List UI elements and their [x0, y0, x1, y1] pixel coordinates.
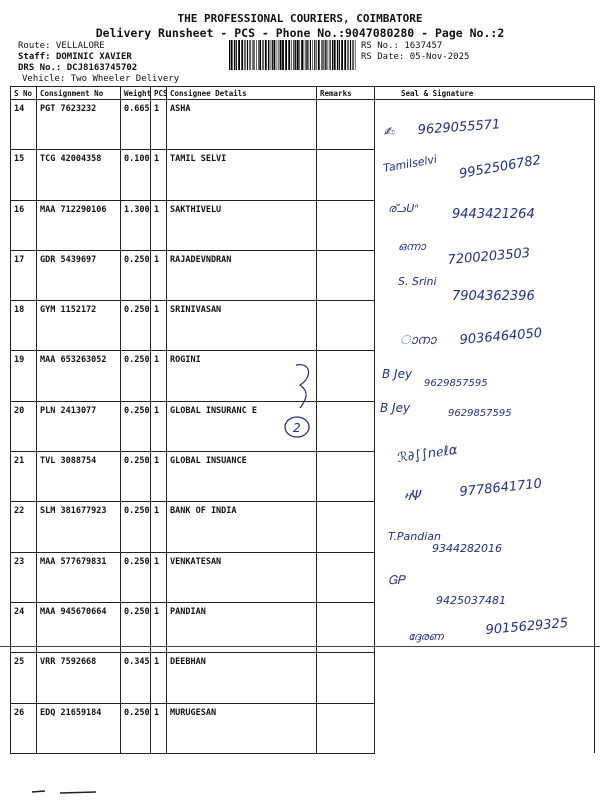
- cell-consignment: PGT 7623232: [37, 100, 121, 150]
- cell-pcs: 1: [151, 703, 167, 753]
- cell-consignee: SRINIVASAN: [167, 301, 317, 351]
- cell-consignee: DEEBHAN: [167, 653, 317, 703]
- sig-phone-17: 7200203503: [447, 245, 531, 268]
- col-header: Seal & Signature: [375, 87, 595, 100]
- cell-consignment: MAA 577679831: [37, 552, 121, 602]
- cell-pcs: 1: [151, 502, 167, 552]
- cell-consignment: EDQ 21659184: [37, 703, 121, 753]
- col-header: Consignee Details: [167, 87, 317, 100]
- cell-consignment: SLM 381677923: [37, 502, 121, 552]
- sig-phone-24: 9344282016: [432, 542, 502, 555]
- cell-consignee: VENKATESAN: [167, 552, 317, 602]
- cell-weight: 0.250: [121, 552, 151, 602]
- col-header: Remarks: [317, 87, 375, 100]
- cell-consignee: GLOBAL INSURANC E: [167, 401, 317, 451]
- cell-consignee: PANDIAN: [167, 602, 317, 652]
- cell-consignment: VRR 7592668: [37, 653, 121, 703]
- cell-pcs: 1: [151, 351, 167, 401]
- sig-phone-21: 9629857595: [448, 408, 512, 419]
- cell-consignee: RAJADEVNDRAN: [167, 250, 317, 300]
- cell-sno: 25: [11, 653, 37, 703]
- cell-consignment: MAA 653263052: [37, 351, 121, 401]
- sig-phone-18: 7904362396: [452, 289, 535, 304]
- cell-weight: 0.250: [121, 452, 151, 502]
- col-header: Consignment No: [37, 87, 121, 100]
- cell-sno: 17: [11, 250, 37, 300]
- signature-25: ᏀᏢ: [388, 573, 405, 587]
- signature-16: ര്ᓗᑌᐢ: [388, 202, 419, 215]
- staff-name: DOMINIC XAVIER: [55, 52, 132, 62]
- signature-26: ദ്ദേരണ: [408, 630, 444, 643]
- cell-weight: 0.250: [121, 703, 151, 753]
- vehicle-label: Vehicle: Two Wheeler Delivery: [22, 74, 180, 84]
- cell-weight: 0.250: [121, 401, 151, 451]
- col-header: S No: [11, 87, 37, 100]
- cell-weight: 0.250: [121, 502, 151, 552]
- cell-sno: 22: [11, 502, 37, 552]
- cell-pcs: 1: [151, 602, 167, 652]
- sig-phone-16: 9443421264: [452, 207, 535, 222]
- company-title: THE PROFESSIONAL COURIERS, COIMBATORE: [177, 12, 423, 25]
- signature-19: ാനാ: [400, 333, 436, 348]
- cell-consignment: MAA 945670664: [37, 602, 121, 652]
- cell-consignee: MURUGESAN: [167, 703, 317, 753]
- cell-consignee: TAMIL SELVI: [167, 150, 317, 200]
- sig-name-18: S. Srini: [398, 275, 437, 288]
- circled-count: 2: [293, 421, 301, 435]
- cell-weight: 0.250: [121, 301, 151, 351]
- cell-consignment: GDR 5439697: [37, 250, 121, 300]
- sig-phone-26: 9015629325: [485, 615, 569, 638]
- cell-consignee: GLOBAL INSUANCE: [167, 452, 317, 502]
- cell-sno: 16: [11, 200, 37, 250]
- cell-consignment: MAA 712290106: [37, 200, 121, 250]
- sig-phone-23: 9778641710: [458, 476, 543, 500]
- cell-consignee: BANK OF INDIA: [167, 502, 317, 552]
- cell-pcs: 1: [151, 301, 167, 351]
- staff-label: Staff:: [18, 52, 51, 62]
- signature-17: ഒന്നാ: [398, 240, 426, 253]
- cell-consignee: ASHA: [167, 100, 317, 150]
- signature-23: ዛΨ: [404, 489, 422, 504]
- bracket-mark: [296, 365, 309, 408]
- signature-22: ℛ∂∫∫nℯℓα: [396, 442, 459, 466]
- cell-pcs: 1: [151, 452, 167, 502]
- cell-sno: 24: [11, 602, 37, 652]
- route-label: Route: VELLALORE: [18, 41, 105, 51]
- cell-pcs: 1: [151, 552, 167, 602]
- sig-phone-20: 9629857595: [424, 378, 488, 389]
- cell-sno: 20: [11, 401, 37, 451]
- cell-consignment: PLN 2413077: [37, 401, 121, 451]
- cell-weight: 0.250: [121, 351, 151, 401]
- sig-phone-15: 9952506782: [458, 152, 543, 182]
- cell-sno: 14: [11, 100, 37, 150]
- cell-pcs: 1: [151, 401, 167, 451]
- cell-weight: 0.250: [121, 250, 151, 300]
- sig-phone-14: 9629055571: [417, 117, 501, 138]
- runsheet-title: Delivery Runsheet - PCS - Phone No.:9047080280 - Page No.:2: [95, 26, 505, 40]
- cell-pcs: 1: [151, 653, 167, 703]
- sig-phone-19: 9036464050: [459, 325, 543, 348]
- cell-sno: 21: [11, 452, 37, 502]
- sig-name-15: Tamilselvi: [382, 152, 438, 175]
- cell-sno: 15: [11, 150, 37, 200]
- cell-consignment: GYM 1152172: [37, 301, 121, 351]
- drs-number: DRS No.: DCJ8163745702: [18, 63, 138, 73]
- footer-scan-mark: [32, 791, 96, 793]
- cell-weight: 0.345: [121, 653, 151, 703]
- cell-sno: 26: [11, 703, 37, 753]
- sig-name-21: B Jey: [380, 401, 411, 415]
- cell-sno: 18: [11, 301, 37, 351]
- rs-date: RS Date: 05-Nov-2025: [361, 52, 470, 62]
- cell-sno: 19: [11, 351, 37, 401]
- cell-consignment: TVL 3088754: [37, 452, 121, 502]
- cell-weight: 0.100: [121, 150, 151, 200]
- cell-pcs: 1: [151, 250, 167, 300]
- col-header: PCS: [151, 87, 167, 100]
- cell-weight: 1.300: [121, 200, 151, 250]
- cell-pcs: 1: [151, 200, 167, 250]
- col-header: Weight: [121, 87, 151, 100]
- cell-consignee: SAKTHIVELU: [167, 200, 317, 250]
- cell-pcs: 1: [151, 100, 167, 150]
- cell-consignee: ROGINI: [167, 351, 317, 401]
- cell-weight: 0.250: [121, 602, 151, 652]
- signature-14: ✍: [384, 125, 395, 140]
- sig-phone-25: 9425037481: [436, 594, 506, 607]
- cell-weight: 0.665: [121, 100, 151, 150]
- cell-pcs: 1: [151, 150, 167, 200]
- cell-consignment: TCG 42004358: [37, 150, 121, 200]
- sig-name-24: T.Pandian: [388, 530, 442, 543]
- rs-number: RS No.: 1637457: [361, 41, 443, 51]
- sig-name-20: B Jey: [382, 367, 413, 381]
- cell-sno: 23: [11, 552, 37, 602]
